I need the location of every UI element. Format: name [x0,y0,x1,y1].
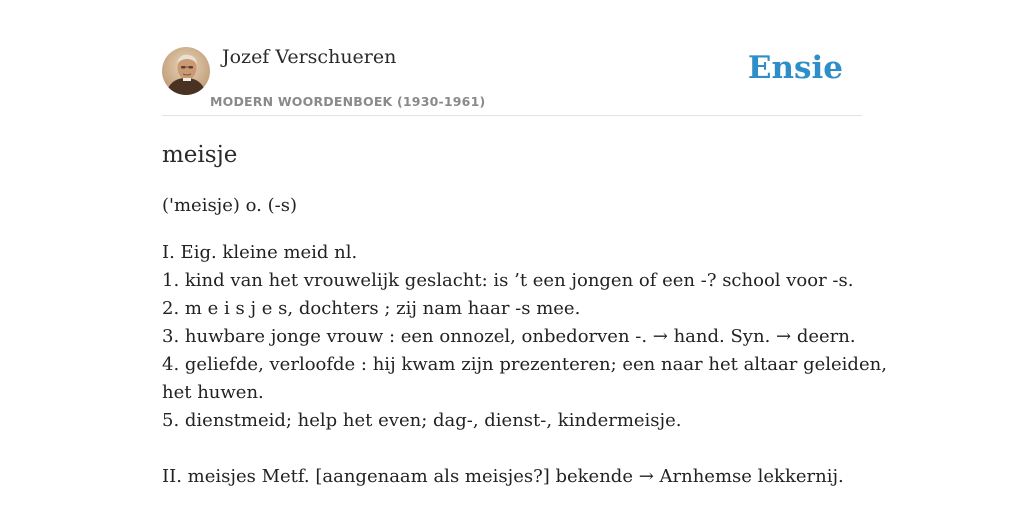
definition-line: 2. m e i s j e s, dochters ; zij nam haar -s mee. [162,298,581,319]
sense-one-intro: I. Eig. kleine meid nl. [162,242,358,263]
definition-line: 5. dienstmeid; help het even; dag-, dienst-, kindermeisje. [162,410,682,431]
paragraph-gap [162,435,862,463]
definition-line: 1. kind van het vrouwelijk geslacht: is ’t een jongen of een -? school voor -s. [162,270,854,291]
author-avatar[interactable] [162,47,210,95]
dictionary-source[interactable]: MODERN WOORDENBOEK (1930-1961) [210,94,486,109]
entry-card [162,44,887,487]
entry-headword: meisje [162,142,238,168]
entry-definition [162,239,887,491]
author-name[interactable]: Jozef Verschueren [222,46,397,68]
entry-header [162,44,862,116]
brand-logo[interactable]: Ensie [747,50,843,86]
definition-line: het huwen. [162,382,264,403]
definition-line: 3. huwbare jonge vrouw : een onnozel, onbedorven -. → hand. Syn. → deern. [162,326,856,347]
entry-pronunciation: ('meisje) o. (-s) [162,195,297,216]
portrait-photo-icon [162,47,210,95]
definition-line: 4. geliefde, verloofde : hij kwam zijn prezenteren; een naar het altaar geleiden, [162,354,887,375]
sense-two: II. meisjes Metf. [aangenaam als meisjes?] bekende → Arnhemse lekkernij. [162,466,844,487]
